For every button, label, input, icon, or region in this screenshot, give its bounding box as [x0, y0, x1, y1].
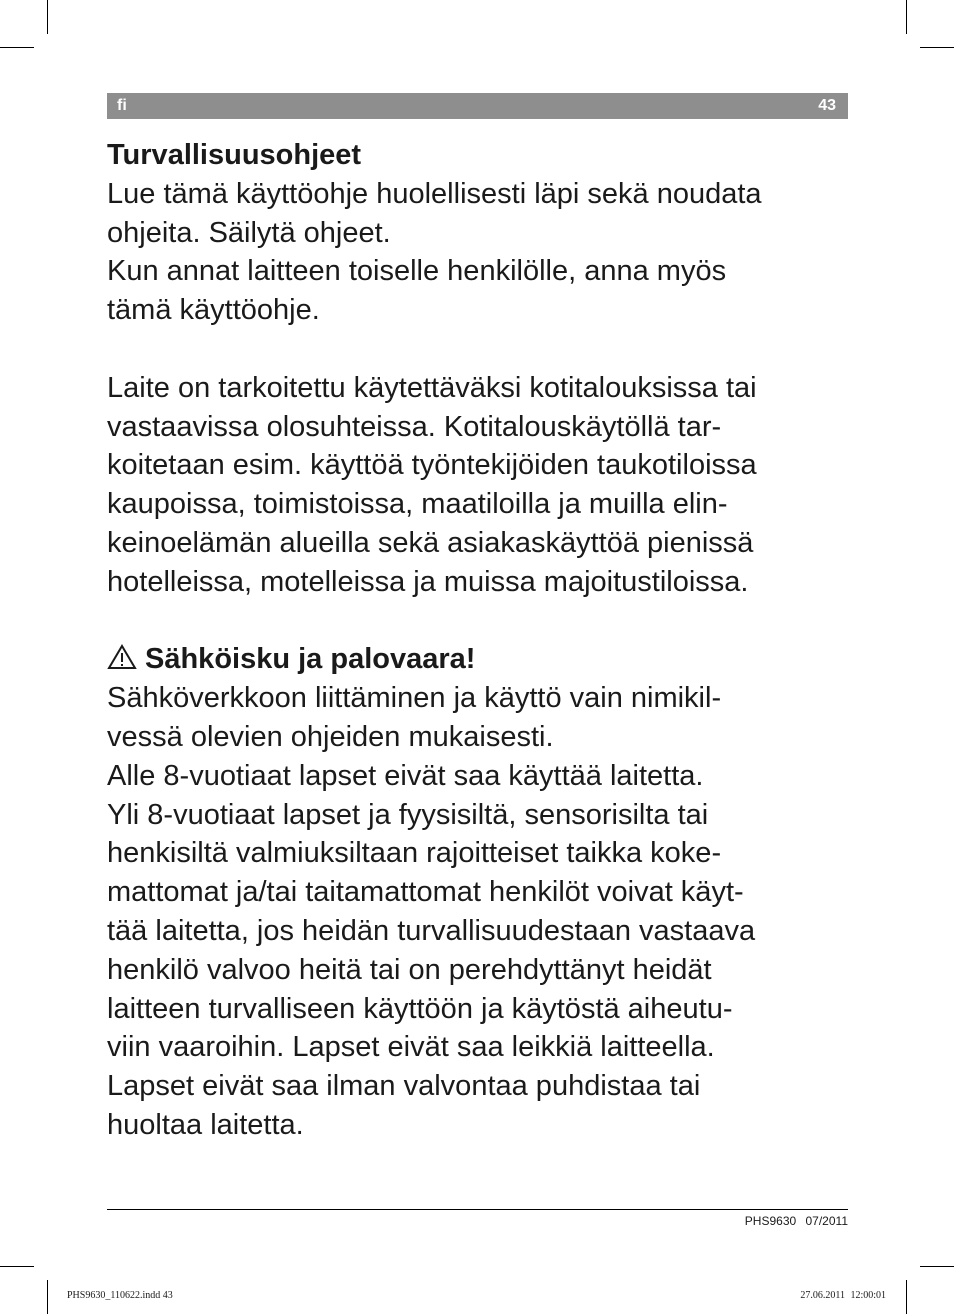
warning-triangle-icon [107, 644, 137, 670]
crop-mark [906, 0, 907, 34]
print-slug-file: PHS9630_110622.indd 43 [67, 1290, 173, 1301]
text-line: tää laitetta, jos heidän turvallisuudestaan vastaava [107, 914, 756, 947]
text-line: Alle 8-vuotiaat lapset eivät saa käyttää laitetta. [107, 759, 704, 792]
section-title: Turvallisuusohjeet [107, 139, 362, 171]
text-line: Kun annat laitteen toiselle henkilölle, anna myös [107, 255, 727, 288]
text-line: keinoelämän alueilla sekä asiakaskäyttöä pienissä [107, 526, 754, 559]
text-line: henkilö valvoo heitä tai on perehdyttänyt heidät [107, 953, 712, 986]
crop-mark [47, 0, 48, 34]
text-line: Lue tämä käyttöohje huolellisesti läpi sekä noudata [107, 177, 762, 210]
crop-mark [0, 47, 34, 48]
text-line: henkisiltä valmiuksiltaan rajoitteiset taikka koke- [107, 837, 722, 870]
text-line: laitteen turvalliseen käyttöön ja käytöstä aiheutu- [107, 992, 733, 1025]
text-line: viin vaaroihin. Lapset eivät saa leikkiä laitteella. [107, 1031, 715, 1064]
language-code: fi [117, 97, 127, 114]
page-content [107, 136, 852, 1145]
text-line: Lapset eivät saa ilman valvontaa puhdistaa tai [107, 1070, 701, 1103]
text-line: koitetaan esim. käyttöä työntekijöiden taukotiloissa [107, 449, 757, 482]
crop-mark [0, 1266, 34, 1267]
print-slug-timestamp: 27.06.2011 12:00:01 [800, 1290, 886, 1301]
crop-mark [906, 1280, 907, 1314]
text-line: mattomat ja/tai taitamattomat henkilöt voivat käyt- [107, 876, 744, 909]
paragraph-spacer [107, 602, 852, 641]
text-line: Sähköverkkoon liittäminen ja käyttö vain nimikil- [107, 682, 722, 715]
crop-mark [920, 1266, 954, 1267]
warning-heading-text: Sähköisku ja palovaara! [145, 643, 476, 676]
crop-mark [47, 1280, 48, 1314]
footer-model-date: PHS9630 07/2011 [744, 1214, 848, 1228]
text-line: kaupoissa, toimistoissa, maatiloilla ja muilla elin- [107, 488, 728, 521]
text-line: Laite on tarkoitettu käytettäväksi kotitalouksissa tai [107, 371, 757, 404]
text-line: vastaavissa olosuhteissa. Kotitalouskäytöllä tar- [107, 410, 722, 443]
crop-mark [920, 47, 954, 48]
paragraph-spacer [107, 330, 852, 369]
page-number: 43 [818, 97, 836, 114]
warning-heading [107, 640, 852, 679]
text-line: vessä olevien ohjeiden mukaisesti. [107, 720, 554, 753]
text-line: ohjeita. Säilytä ohjeet. [107, 216, 391, 249]
text-line: huoltaa laitetta. [107, 1108, 304, 1141]
text-line: Yli 8-vuotiaat lapset ja fyysisiltä, sensorisilta tai [107, 798, 709, 831]
footer-rule [107, 1209, 848, 1210]
text-line: hotelleissa, motelleissa ja muissa majoitustiloissa. [107, 565, 749, 598]
page-header-bar [107, 93, 848, 119]
text-line: tämä käyttöohje. [107, 294, 320, 327]
